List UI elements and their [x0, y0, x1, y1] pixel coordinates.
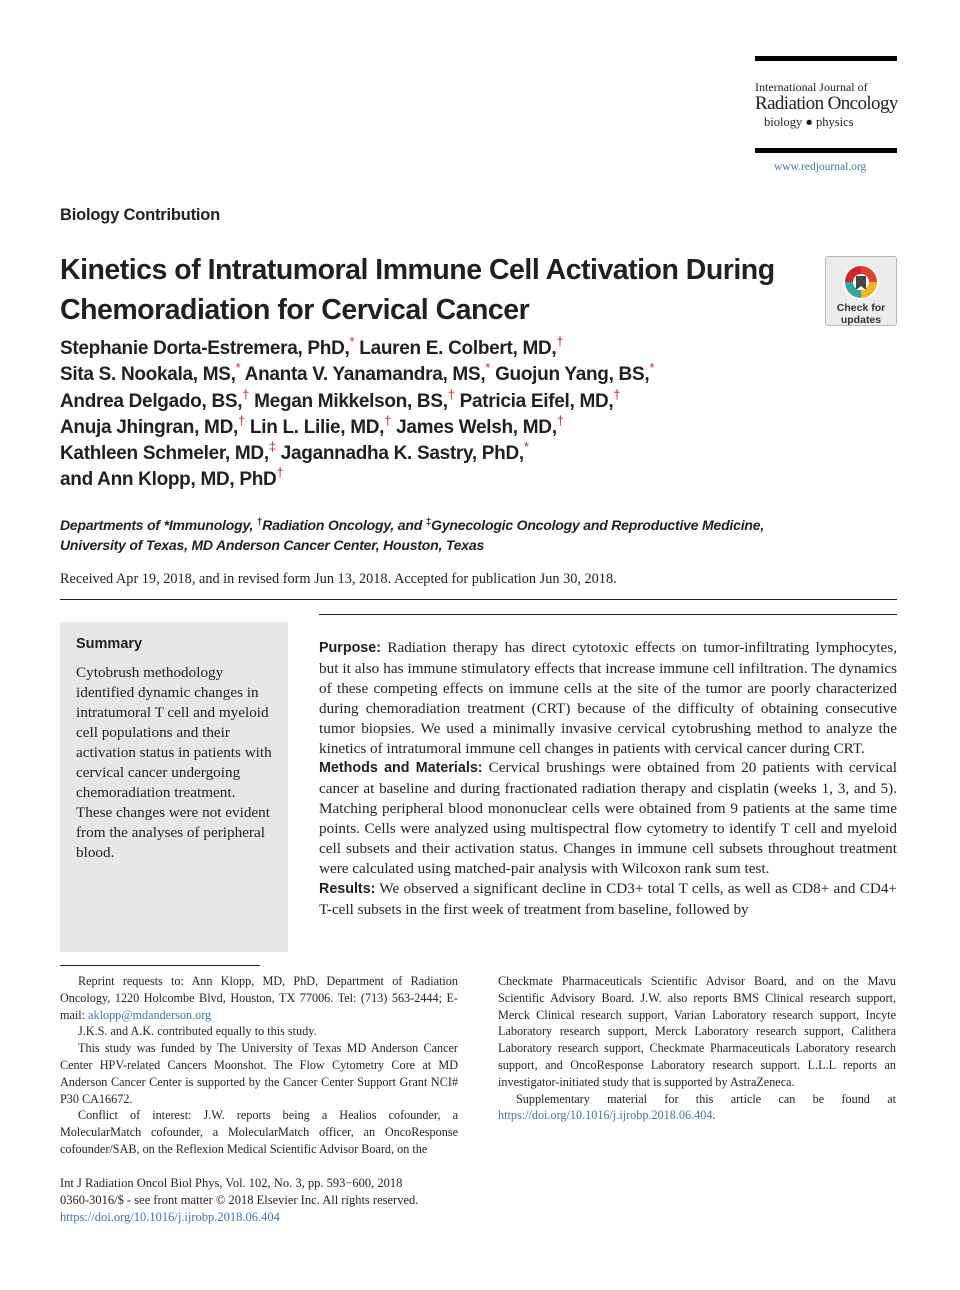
received-dates: Received Apr 19, 2018, and in revised form Jun 13, 2018. Accepted for publication Jun 30, 2018.	[60, 571, 617, 587]
author-name: Kathleen Schmeler, MD,	[60, 443, 269, 465]
affiliation-text: Departments of *Immunology,	[60, 517, 257, 533]
section-label: Biology Contribution	[60, 206, 221, 224]
masthead-bottom-rule	[755, 148, 897, 153]
check-for-updates-button[interactable]	[825, 256, 897, 326]
purpose-text: Radiation therapy has direct cytotoxic effects on tumor-infiltrating lymphocytes, but it also has immune stimulatory effects that increase immune cell infiltration. The dynamics of these competing effects on immune cells at the site of the tumor are poorly characterized during chemoradiation treatment (CRT) because of the difficulty of obtaining consecutive tumor biopsies. We used a minimally invasive cervical cytobrushing method to analyze the kinetics of intratumoral immune cell changes in patients with cervical cancer during CRT.	[319, 639, 897, 757]
affiliation-mark: ‡	[425, 517, 432, 528]
crossmark-icon	[841, 262, 881, 302]
citation-line: Int J Radiation Oncol Biol Phys, Vol. 102, No. 3, pp. 593−600, 2018	[60, 1176, 403, 1190]
summary-box	[60, 622, 288, 952]
check-updates-line1: Check for	[836, 302, 886, 314]
journal-name-line2: Radiation Oncology	[755, 93, 898, 114]
affiliation-mark: †	[276, 465, 284, 481]
affiliation-mark: ‡	[268, 439, 276, 455]
footnotes-right	[498, 973, 896, 1124]
affiliation-mark: *	[649, 360, 655, 376]
purpose-label: Purpose:	[319, 640, 381, 656]
author-name: Lauren E. Colbert, MD,	[359, 338, 557, 359]
affiliation-mark: †	[613, 386, 621, 402]
supplementary-note	[498, 1091, 896, 1125]
summary-body: Cytobrush methodology identified dynamic changes in intratumoral T cell and myeloid cell populations and their activation status in patients with cervical cancer undergoing chemoradiation treatment. These changes were not evident from the analyses of peripheral blood.	[76, 664, 272, 861]
conflict-note: Conflict of interest: J.W. reports being a Healios cofounder, a MolecularMatch cofounder, a MolecularMatch officer, an OncoResponse cofounder/SAB, on the Reflexion Medical Scientific Advisor Board, on the	[60, 1108, 458, 1156]
affiliation-mark: *	[349, 334, 355, 349]
affiliations	[60, 516, 780, 555]
masthead-top-rule	[755, 56, 897, 61]
author-name: Anuja Jhingran, MD,	[60, 416, 238, 438]
author-name: Andrea Delgado, BS,	[60, 390, 243, 412]
footnotes-left	[60, 973, 458, 1158]
article-title: Kinetics of Intratumoral Immune Cell Activation During Chemoradiation for Cervical Cancer	[60, 254, 775, 326]
author-name: Sita S. Nookala, MS,	[60, 364, 236, 386]
conflict-continued: Checkmate Pharmaceuticals Scientific Advisor Board, and on the Mavu Scientific Advisory Board. J.W. also reports BMS Clinical research support, Merck Clinical research support, Varian Laboratory research support, Incyte Laboratory research support, Merck Laboratory research support, Calithera Laboratory research support, Checkmate Pharmaceuticals Laboratory research support, and OncoResponse Laboratory research support. L.L.L reports an investigator-initiated study that is supported by AstraZeneca.	[498, 974, 896, 1089]
email-link[interactable]: aklopp@mdanderson.org	[88, 1007, 212, 1022]
journal-masthead	[755, 80, 905, 130]
author-name: James Welsh, MD,	[396, 416, 557, 438]
summary-heading: Summary	[76, 636, 143, 652]
equal-contribution-note: J.K.S. and A.K. contributed equally to this study.	[78, 1024, 317, 1039]
results-label: Results:	[319, 880, 376, 897]
affiliation-mark: †	[384, 412, 392, 428]
methods-label: Methods and Materials:	[319, 760, 483, 777]
page-footer	[60, 1175, 418, 1226]
header-divider	[60, 599, 897, 600]
author-name: Patricia Eifel, MD,	[459, 390, 614, 412]
check-updates-line2: updates	[840, 314, 882, 326]
supplementary-link[interactable]: https://doi.org/10.1016/j.ijrobp.2018.06.404	[498, 1108, 713, 1123]
author-name: Ananta V. Yanamandra, MS,	[244, 364, 486, 386]
affiliation-mark: †	[447, 386, 455, 402]
journal-name-line3: biology ● physics	[764, 115, 854, 129]
funding-note: This study was funded by The University of Texas MD Anderson Cancer Center HPV-related Cancers Moonshot. The Flow Cytometry Core at MD Anderson Cancer Center is supported by the Cancer Center Support Grant NCI# P30 CA16672.	[60, 1041, 458, 1106]
affiliation-mark: †	[256, 517, 263, 528]
footnote-divider	[60, 965, 260, 966]
abstract-results	[319, 879, 897, 920]
author-name: Jagannadha K. Sastry, PhD,	[280, 443, 524, 465]
author-name: Megan Mikkelson, BS,	[254, 390, 448, 412]
author-name: and Ann Klopp, MD, PhD	[60, 469, 277, 491]
journal-name-line1: International Journal of	[755, 80, 868, 94]
results-text: We observed a significant decline in CD3+ total T cells, as well as CD8+ and CD4+ T-cell subsets in the first week of treatment from baseline, followed by	[319, 879, 897, 918]
methods-text: Cervical brushings were obtained from 20 patients with cervical cancer at baseline and during fractionated radiation therapy and cisplatin (weeks 1, 3, and 5). Matching peripheral blood mononuclear cells were obtained from 9 patients at the same time points. Cells were analyzed using multispectral flow cytometry to identify T cell and myeloid cell subsets and their activation status. Changes in immune cell subsets throughout treatment were calculated using matched-pair analysis with Wilcoxon rank sum test.	[319, 759, 897, 877]
reprint-text: Reprint requests to: Ann Klopp, MD, PhD, Department of Radiation Oncology, 1220 Holcombe Blvd, Houston, TX 77006. Tel: (713) 563-2444; E-mail:	[60, 974, 458, 1022]
affiliation-mark: †	[556, 412, 564, 428]
affiliation-text: Gynecologic Oncology and Reproductive Medicine, University of Texas, MD Anderson Cancer Center, Houston, Texas	[60, 517, 765, 553]
reprint-note	[60, 973, 458, 1023]
author-name: Guojun Yang, BS,	[495, 364, 650, 386]
abstract	[319, 614, 897, 961]
affiliation-mark: †	[237, 412, 245, 428]
doi-link[interactable]: https://doi.org/10.1016/j.ijrobp.2018.06.404	[60, 1210, 280, 1224]
affiliation-mark: †	[242, 386, 250, 402]
supplementary-end: .	[712, 1108, 716, 1123]
affiliation-mark: *	[523, 439, 529, 455]
abstract-methods	[319, 758, 897, 878]
affiliation-text: Radiation Oncology, and	[262, 517, 426, 533]
supplementary-text: Supplementary material for this article can be found at	[516, 1091, 896, 1106]
affiliation-mark: †	[556, 334, 564, 349]
issn-line: 0360-3016/$ - see front matter © 2018 Elsevier Inc. All rights reserved.	[60, 1193, 419, 1207]
author-name: Lin L. Lilie, MD,	[249, 416, 385, 438]
journal-url-link[interactable]: www.redjournal.org	[774, 161, 867, 173]
author-list	[60, 336, 820, 494]
affiliation-mark: *	[485, 360, 491, 376]
author-name: Stephanie Dorta-Estremera, PhD,	[60, 338, 350, 359]
affiliation-mark: *	[235, 360, 241, 376]
abstract-purpose	[319, 638, 897, 758]
